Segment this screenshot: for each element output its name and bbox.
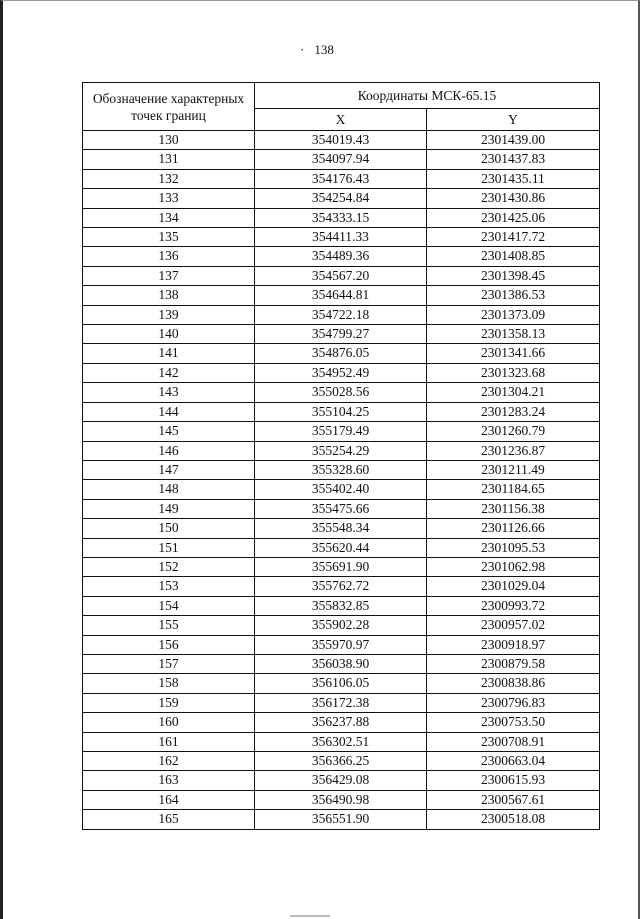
cell-y: 2301417.72 — [427, 228, 600, 247]
cell-y: 2301358.13 — [427, 325, 600, 344]
cell-y: 2300796.83 — [427, 693, 600, 712]
cell-point: 159 — [83, 693, 255, 712]
table-row — [83, 286, 600, 305]
cell-x: 356237.88 — [255, 713, 427, 732]
cell-point: 143 — [83, 383, 255, 402]
cell-point: 135 — [83, 228, 255, 247]
cell-y: 2301126.66 — [427, 519, 600, 538]
table-row — [83, 635, 600, 654]
cell-point: 161 — [83, 732, 255, 751]
table-row — [83, 363, 600, 382]
cell-y: 2300879.58 — [427, 654, 600, 673]
cell-y: 2300838.86 — [427, 674, 600, 693]
cell-x: 355402.40 — [255, 480, 427, 499]
table-row — [83, 616, 600, 635]
cell-y: 2301260.79 — [427, 422, 600, 441]
cell-point: 150 — [83, 519, 255, 538]
cell-x: 354176.43 — [255, 169, 427, 188]
table-row — [83, 713, 600, 732]
cell-y: 2301341.66 — [427, 344, 600, 363]
cell-point: 133 — [83, 189, 255, 208]
cell-x: 355902.28 — [255, 616, 427, 635]
cell-point: 149 — [83, 499, 255, 518]
header-point-designation: Обозначение характерных точек границ — [83, 83, 255, 131]
cell-x: 354644.81 — [255, 286, 427, 305]
cell-y: 2301156.38 — [427, 499, 600, 518]
cell-y: 2300518.08 — [427, 810, 600, 829]
cell-point: 137 — [83, 266, 255, 285]
table-row — [83, 557, 600, 576]
cell-x: 355028.56 — [255, 383, 427, 402]
cell-y: 2301430.86 — [427, 189, 600, 208]
cell-x: 354567.20 — [255, 266, 427, 285]
cell-y: 2301184.65 — [427, 480, 600, 499]
cell-y: 2300615.93 — [427, 771, 600, 790]
table-row — [83, 344, 600, 363]
page-number-dot: · — [300, 42, 305, 57]
cell-y: 2301408.85 — [427, 247, 600, 266]
cell-x: 355328.60 — [255, 460, 427, 479]
cell-x: 354722.18 — [255, 305, 427, 324]
cell-y: 2301425.06 — [427, 208, 600, 227]
cell-point: 148 — [83, 480, 255, 499]
table-row — [83, 519, 600, 538]
cell-point: 163 — [83, 771, 255, 790]
cell-y: 2301439.00 — [427, 131, 600, 150]
cell-point: 158 — [83, 674, 255, 693]
cell-x: 354489.36 — [255, 247, 427, 266]
cell-y: 2301323.68 — [427, 363, 600, 382]
table-row — [83, 810, 600, 829]
table-row — [83, 752, 600, 771]
table-row — [83, 499, 600, 518]
cell-y: 2301398.45 — [427, 266, 600, 285]
cell-y: 2301095.53 — [427, 538, 600, 557]
cell-x: 355475.66 — [255, 499, 427, 518]
table-row — [83, 441, 600, 460]
header-x: X — [255, 109, 427, 131]
cell-x: 356366.25 — [255, 752, 427, 771]
cell-point: 138 — [83, 286, 255, 305]
cell-point: 154 — [83, 596, 255, 615]
cell-x: 354019.43 — [255, 131, 427, 150]
cell-y: 2301437.83 — [427, 150, 600, 169]
cell-x: 355620.44 — [255, 538, 427, 557]
cell-point: 152 — [83, 557, 255, 576]
cell-x: 354097.94 — [255, 150, 427, 169]
cell-x: 355548.34 — [255, 519, 427, 538]
cell-x: 355832.85 — [255, 596, 427, 615]
cell-point: 165 — [83, 810, 255, 829]
cell-y: 2301373.09 — [427, 305, 600, 324]
cell-x: 354254.84 — [255, 189, 427, 208]
cell-x: 355104.25 — [255, 402, 427, 421]
cell-y: 2301283.24 — [427, 402, 600, 421]
cell-x: 355762.72 — [255, 577, 427, 596]
scan-mark — [290, 915, 330, 917]
cell-x: 354952.49 — [255, 363, 427, 382]
cell-y: 2300753.50 — [427, 713, 600, 732]
table-row — [83, 150, 600, 169]
cell-y: 2301304.21 — [427, 383, 600, 402]
cell-point: 142 — [83, 363, 255, 382]
table-row — [83, 596, 600, 615]
cell-x: 356551.90 — [255, 810, 427, 829]
cell-y: 2300567.61 — [427, 790, 600, 809]
cell-x: 355254.29 — [255, 441, 427, 460]
cell-x: 356302.51 — [255, 732, 427, 751]
header-y: Y — [427, 109, 600, 131]
table-row — [83, 383, 600, 402]
cell-point: 136 — [83, 247, 255, 266]
table-row — [83, 305, 600, 324]
cell-x: 356038.90 — [255, 654, 427, 673]
cell-y: 2300957.02 — [427, 616, 600, 635]
cell-y: 2301386.53 — [427, 286, 600, 305]
header-coordinates-system: Координаты МСК-65.15 — [255, 83, 600, 109]
cell-point: 130 — [83, 131, 255, 150]
table-row — [83, 674, 600, 693]
cell-point: 139 — [83, 305, 255, 324]
table-row — [83, 402, 600, 421]
coordinates-table — [82, 82, 600, 830]
page-number-value: 138 — [314, 42, 334, 57]
cell-y: 2301211.49 — [427, 460, 600, 479]
cell-point: 164 — [83, 790, 255, 809]
cell-y: 2301062.98 — [427, 557, 600, 576]
cell-x: 355179.49 — [255, 422, 427, 441]
table-row — [83, 480, 600, 499]
table-row — [83, 732, 600, 751]
table-row — [83, 771, 600, 790]
cell-x: 356429.08 — [255, 771, 427, 790]
cell-point: 147 — [83, 460, 255, 479]
table-row — [83, 693, 600, 712]
cell-point: 153 — [83, 577, 255, 596]
cell-point: 162 — [83, 752, 255, 771]
table-row — [83, 189, 600, 208]
table-row — [83, 247, 600, 266]
table-row — [83, 228, 600, 247]
cell-point: 132 — [83, 169, 255, 188]
cell-x: 354799.27 — [255, 325, 427, 344]
cell-point: 156 — [83, 635, 255, 654]
table-row — [83, 169, 600, 188]
cell-y: 2300708.91 — [427, 732, 600, 751]
cell-x: 356490.98 — [255, 790, 427, 809]
table-row — [83, 538, 600, 557]
cell-y: 2301236.87 — [427, 441, 600, 460]
cell-x: 356172.38 — [255, 693, 427, 712]
cell-point: 144 — [83, 402, 255, 421]
table-row — [83, 325, 600, 344]
page-number — [300, 42, 380, 58]
table-row — [83, 266, 600, 285]
cell-point: 140 — [83, 325, 255, 344]
cell-point: 157 — [83, 654, 255, 673]
cell-x: 354411.33 — [255, 228, 427, 247]
table-body — [83, 131, 600, 830]
cell-x: 354333.15 — [255, 208, 427, 227]
table-row — [83, 460, 600, 479]
cell-y: 2301435.11 — [427, 169, 600, 188]
cell-x: 354876.05 — [255, 344, 427, 363]
cell-point: 155 — [83, 616, 255, 635]
cell-point: 131 — [83, 150, 255, 169]
cell-y: 2300918.97 — [427, 635, 600, 654]
cell-x: 355691.90 — [255, 557, 427, 576]
table-row — [83, 577, 600, 596]
cell-point: 151 — [83, 538, 255, 557]
cell-x: 356106.05 — [255, 674, 427, 693]
cell-point: 146 — [83, 441, 255, 460]
cell-x: 355970.97 — [255, 635, 427, 654]
cell-y: 2301029.04 — [427, 577, 600, 596]
cell-y: 2300993.72 — [427, 596, 600, 615]
cell-point: 141 — [83, 344, 255, 363]
table-row — [83, 131, 600, 150]
cell-point: 160 — [83, 713, 255, 732]
cell-point: 145 — [83, 422, 255, 441]
table-row — [83, 790, 600, 809]
table-row — [83, 654, 600, 673]
table-row — [83, 208, 600, 227]
table-row — [83, 422, 600, 441]
cell-y: 2300663.04 — [427, 752, 600, 771]
table-header-row — [83, 83, 600, 109]
cell-point: 134 — [83, 208, 255, 227]
